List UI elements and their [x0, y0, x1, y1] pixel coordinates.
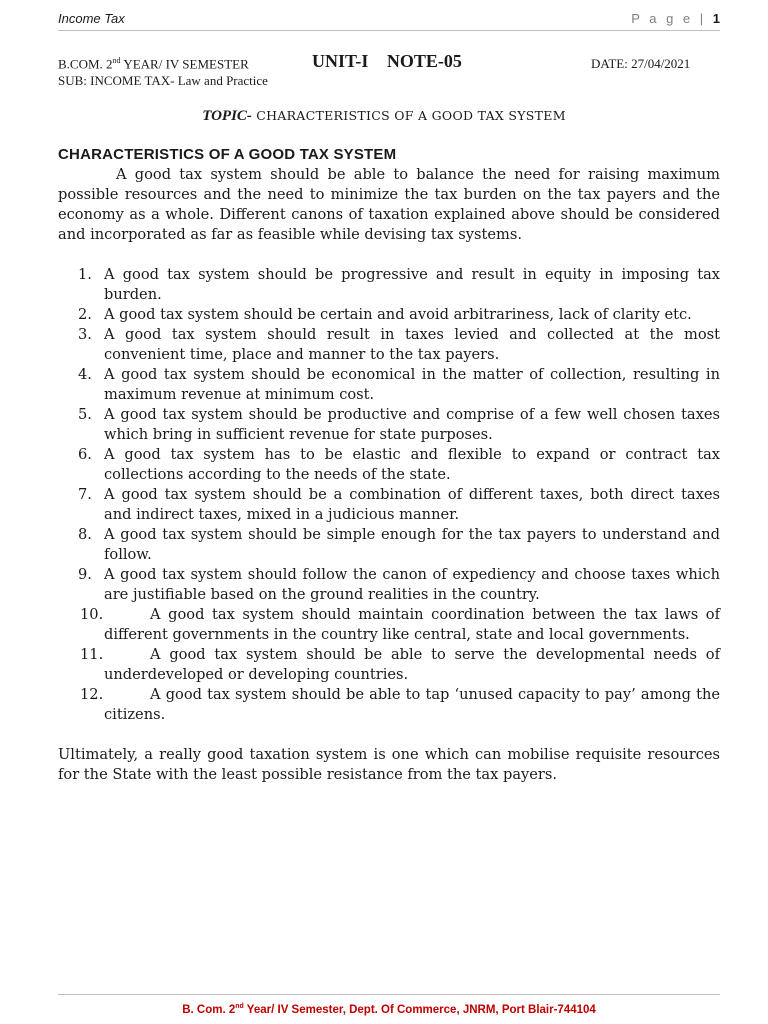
characteristics-list	[58, 265, 720, 725]
list-item	[58, 305, 720, 325]
list-item	[58, 645, 720, 685]
list-item	[58, 485, 720, 525]
list-item-number: 3.	[78, 326, 92, 343]
list-item-text: A good tax system should result in taxes levied and collected at the most convenient time, place and manner to the tax payers.	[104, 326, 720, 363]
list-item-text: A good tax system should be able to tap ‘unused capacity to pay’ among the citizens.	[104, 686, 720, 723]
list-item-number: 4.	[78, 366, 92, 383]
subject-info: SUB: INCOME TAX- Law and Practice	[58, 73, 268, 88]
intro-paragraph: A good tax system should be able to balance the need for raising maximum possible resources and the need to minimize the tax burden on the tax payers and the economy as a whole. Different canons of taxation explained above should be considered and incorporated as far as feasible while devising tax systems.	[58, 166, 720, 243]
page-indicator	[631, 11, 720, 26]
list-item-text: A good tax system should be certain and avoid arbitrariness, lack of clarity etc.	[104, 306, 692, 323]
list-item-text: A good tax system has to be elastic and flexible to expand or contract tax collections according to the needs of the state.	[104, 446, 720, 483]
list-item-text: A good tax system should be progressive and result in equity in imposing tax burden.	[104, 266, 720, 303]
list-item	[58, 565, 720, 605]
document-date: DATE: 27/04/2021	[591, 56, 691, 71]
list-item	[58, 685, 720, 725]
list-item-number: 7.	[78, 486, 92, 503]
list-item-number: 1.	[78, 266, 92, 283]
list-item-number: 12.	[80, 686, 104, 703]
list-item-text: A good tax system should maintain coordination between the tax laws of different governments in the country like central, state and local governments.	[104, 606, 720, 643]
list-item-number: 8.	[78, 526, 92, 543]
list-item	[58, 525, 720, 565]
list-item-number: 5.	[78, 406, 92, 423]
list-item-text: A good tax system should follow the canon of expediency and choose taxes which are justifiable based on the ground realities in the country.	[104, 566, 720, 603]
list-item-text: A good tax system should be productive and comprise of a few well chosen taxes which bring in sufficient revenue for state purposes.	[104, 406, 720, 443]
conclusion-paragraph: Ultimately, a really good taxation system is one which can mobilise requisite resources for the State with the least possible resistance from the tax payers.	[58, 746, 720, 783]
unit-note-title: UNIT-I NOTE-05	[312, 51, 462, 71]
page-number: 1	[712, 11, 720, 26]
list-item-number: 2.	[78, 306, 92, 323]
running-header-title: Income Tax	[58, 11, 125, 26]
topic-text: CHARACTERISTICS OF A GOOD TAX SYSTEM	[256, 108, 566, 123]
running-header	[58, 10, 720, 31]
topic-line	[0, 108, 768, 125]
main-content	[58, 145, 720, 785]
list-item	[58, 405, 720, 445]
page-label: P a g e |	[631, 11, 707, 26]
list-item-number: 11.	[80, 646, 104, 663]
list-item	[58, 445, 720, 485]
list-item-number: 6.	[78, 446, 92, 463]
section-heading: CHARACTERISTICS OF A GOOD TAX SYSTEM	[58, 146, 397, 163]
list-item-text: A good tax system should be simple enough for the tax payers to understand and follow.	[104, 526, 720, 563]
page-footer: B. Com. 2nd Year/ IV Semester, Dept. Of Commerce, JNRM, Port Blair-744104	[58, 994, 720, 1016]
list-item	[58, 265, 720, 305]
list-item-text: A good tax system should be a combination of different taxes, both direct taxes and indirect taxes, mixed in a judicious manner.	[104, 486, 720, 523]
topic-label: TOPIC-	[202, 108, 252, 124]
list-item-number: 10.	[80, 606, 104, 623]
list-item-number: 9.	[78, 566, 92, 583]
list-item	[58, 325, 720, 365]
list-item-text: A good tax system should be economical in the matter of collection, resulting in maximum revenue at minimum cost.	[104, 366, 720, 403]
list-item-text: A good tax system should be able to serve the developmental needs of underdeveloped or developing countries.	[104, 646, 720, 683]
list-item	[58, 605, 720, 645]
list-item	[58, 365, 720, 405]
course-info: B.COM. 2nd YEAR/ IV SEMESTER	[58, 56, 249, 72]
